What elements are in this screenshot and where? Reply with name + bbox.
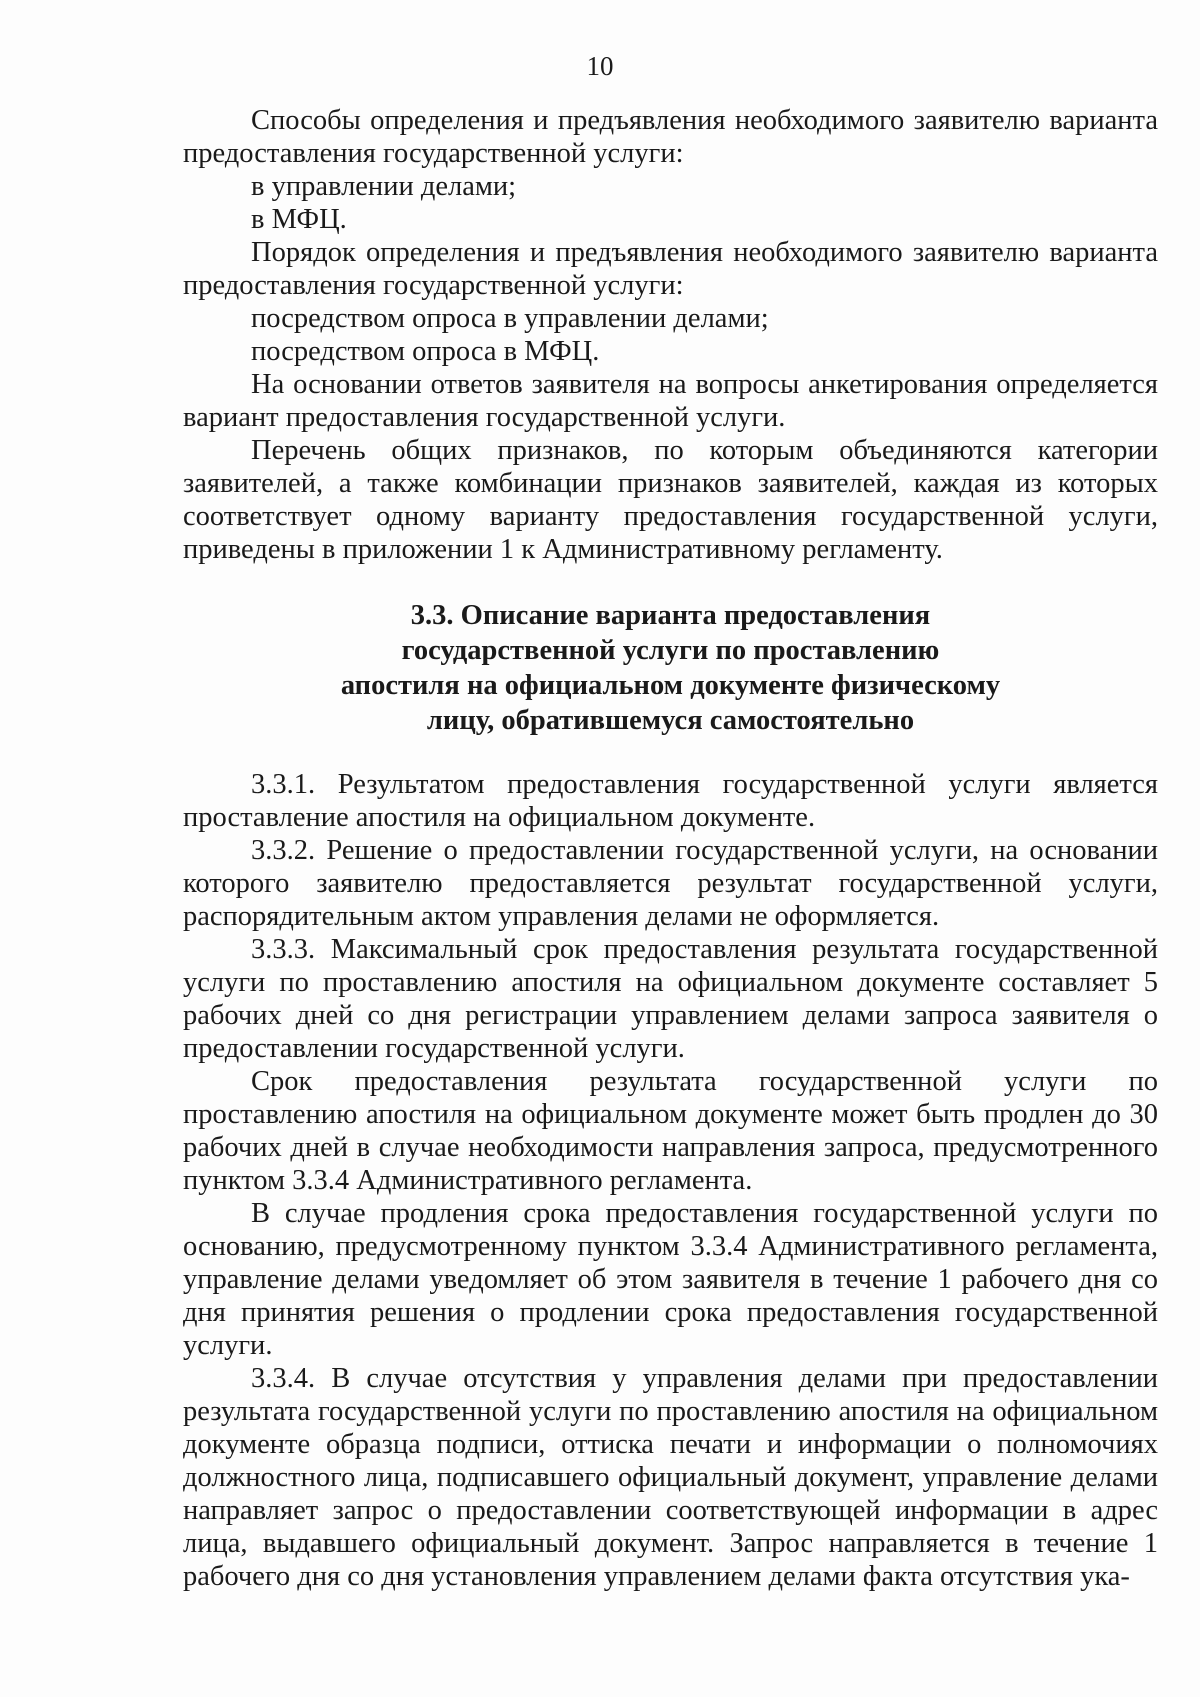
document-body	[183, 104, 1158, 1593]
clause-3-3-4: 3.3.4. В случае отсутствия у управления делами при предоставлении результата государственной услуги по проставлению апостиля на официальном документе образца подписи, оттиска печати и информации о полномочиях должностного лица, подписавшего официальный документ, управление делами направляет запрос о предоставлении соответствующей информации в адрес лица, выдавшего официальный документ. Запрос направляется в течение 1 рабочего дня со дня установления управлением делами факта отсутствия ука-	[183, 1363, 1158, 1592]
list-item: в МФЦ.	[251, 204, 347, 235]
paragraph-applicant-categories: Перечень общих признаков, по которым объединяются категории заявителей, а также комбинации признаков заявителей, каждая из которых соответствует одному варианту предоставления государственной услуги, приведены в приложении 1 к Административному регламенту.	[183, 435, 1158, 565]
section-heading-line: государственной услуги по проставлению	[401, 635, 940, 666]
list-item: в управлении делами;	[251, 171, 517, 202]
paragraph-term-extension: Срок предоставления результата государственной услуги по проставлению апостиля на официальном документе может быть продлен до 30 рабочих дней в случае необходимости направления запроса, предусмотренного пунктом 3.3.4 Административного регламента.	[183, 1066, 1158, 1196]
section-heading-line: лицу, обратившемуся самостоятельно	[426, 705, 915, 736]
list-item: посредством опроса в МФЦ.	[251, 336, 600, 367]
paragraph-order-of-determination: Порядок определения и предъявления необходимого заявителю варианта предоставления государственной услуги:	[183, 237, 1158, 301]
page-number: 10	[586, 51, 614, 81]
paragraph-ways-of-determination: Способы определения и предъявления необходимого заявителю варианта предоставления государственной услуги:	[183, 105, 1158, 169]
paragraph-extension-notice: В случае продления срока предоставления государственной услуги по основанию, предусмотренному пунктом 3.3.4 Административного регламента, управление делами уведомляет об этом заявителя в течение 1 рабочего дня со дня принятия решения о продлении срока предоставления государственной услуги.	[183, 1198, 1158, 1361]
clause-3-3-3: 3.3.3. Максимальный срок предоставления результата государственной услуги по проставлению апостиля на официальном документе составляет 5 рабочих дней со дня регистрации управлением делами запроса заявителя о предоставлении государственной услуги.	[183, 934, 1158, 1064]
section-heading	[183, 598, 1158, 738]
paragraph-questionnaire: На основании ответов заявителя на вопросы анкетирования определяется вариант предоставления государственной услуги.	[183, 369, 1158, 433]
section-heading-line: 3.3. Описание варианта предоставления	[410, 600, 931, 631]
section-heading-line: апостиля на официальном документе физическому	[340, 670, 1001, 701]
list-item: посредством опроса в управлении делами;	[251, 303, 769, 334]
clause-3-3-1: 3.3.1. Результатом предоставления государственной услуги является проставление апостиля на официальном документе.	[183, 769, 1158, 833]
clause-3-3-2: 3.3.2. Решение о предоставлении государственной услуги, на основании которого заявителю предоставляется результат государственной услуги, распорядительным актом управления делами не оформляется.	[183, 835, 1158, 932]
